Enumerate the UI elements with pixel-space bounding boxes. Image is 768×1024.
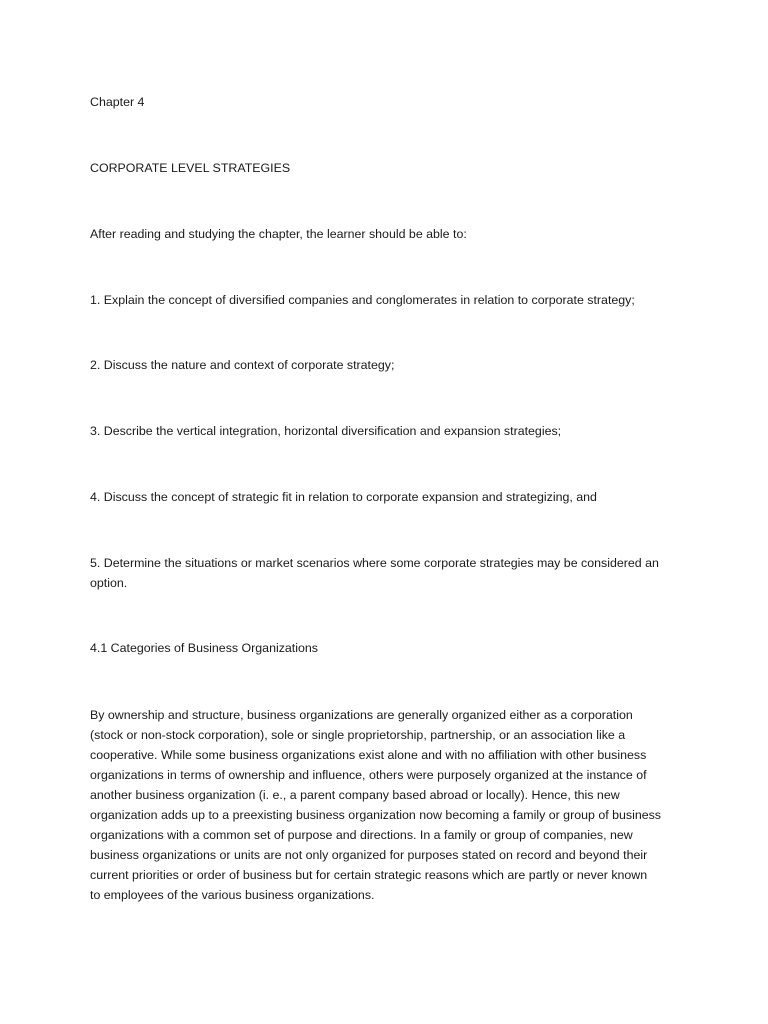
chapter-label: Chapter 4 xyxy=(90,95,145,109)
paragraph-line: business organizations or units are not only organized for purposes stated on record and beyond their xyxy=(90,848,648,862)
paragraph-line: organizations with a common set of purpose and directions. In a family or group of companies, new xyxy=(90,828,633,842)
objective-2: 2. Discuss the nature and context of corporate strategy; xyxy=(90,358,395,372)
objective-1: 1. Explain the concept of diversified companies and conglomerates in relation to corporate strategy; xyxy=(90,293,635,307)
objectives-intro: After reading and studying the chapter, the learner should be able to: xyxy=(90,227,467,241)
paragraph-line: organization adds up to a preexisting business organization now becoming a family or group of business xyxy=(90,808,661,822)
objective-5-line: option. xyxy=(90,576,128,590)
section-paragraph xyxy=(90,705,690,905)
paragraph-line: By ownership and structure, business organizations are generally organized either as a corporation xyxy=(90,708,633,722)
paragraph-line: organizations in terms of ownership and influence, others were purposely organized at the instance of xyxy=(90,768,647,782)
paragraph-line: another business organization (i. e., a parent company based abroad or locally). Hence, this new xyxy=(90,788,620,802)
objective-5-line: 5. Determine the situations or market scenarios where some corporate strategies may be considered an xyxy=(90,556,659,570)
objective-5 xyxy=(90,553,690,593)
paragraph-line: (stock or non-stock corporation), sole or single proprietorship, partnership, or an association like a xyxy=(90,728,626,742)
paragraph-line: to employees of the various business organizations. xyxy=(90,888,375,902)
objective-3: 3. Describe the vertical integration, horizontal diversification and expansion strategies; xyxy=(90,424,562,438)
paragraph-line: cooperative. While some business organizations exist alone and with no affiliation with other business xyxy=(90,748,647,762)
chapter-title: CORPORATE LEVEL STRATEGIES xyxy=(90,161,291,175)
paragraph-line: current priorities or order of business but for certain strategic reasons which are partly or never known xyxy=(90,868,648,882)
objective-4: 4. Discuss the concept of strategic fit in relation to corporate expansion and strategizing, and xyxy=(90,490,597,504)
section-heading: 4.1 Categories of Business Organizations xyxy=(90,641,318,655)
